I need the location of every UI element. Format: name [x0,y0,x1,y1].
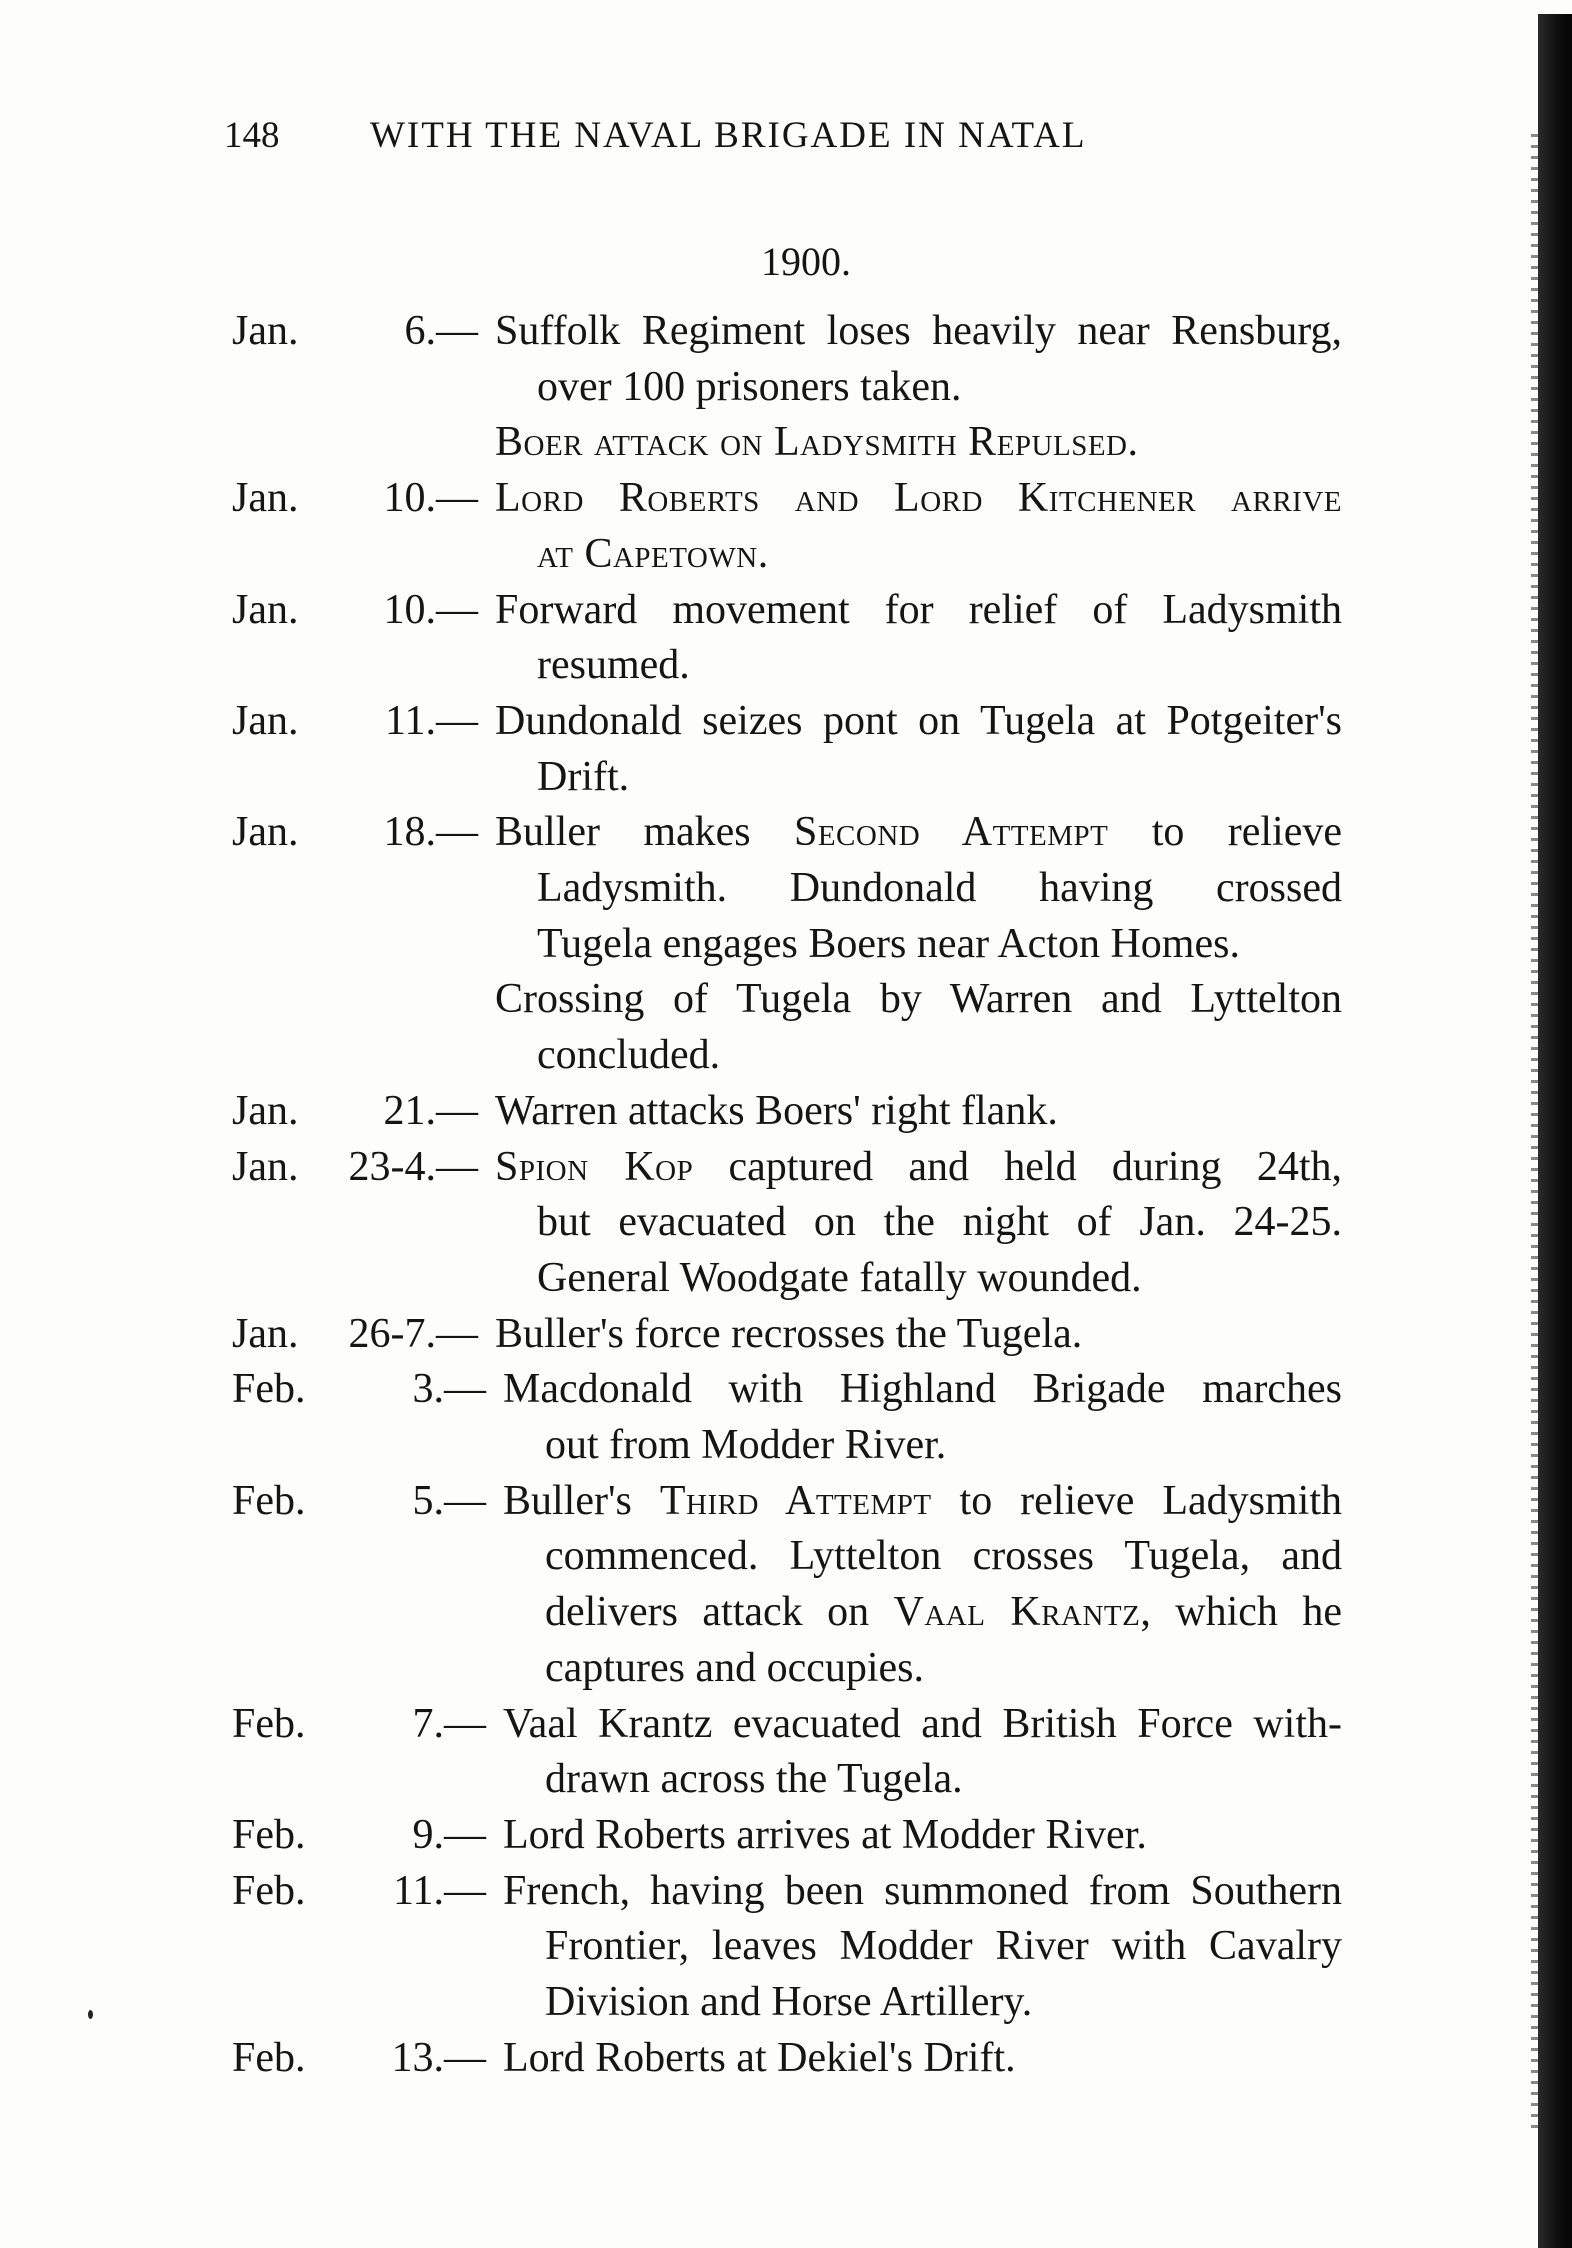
entry-month: Jan. [232,586,299,633]
entry-month: Jan. [232,809,299,856]
entry-month: Jan. [232,475,299,522]
entry-feb-11 [232,1864,1342,2031]
entry-line: drawn across the Tugela. [545,1756,963,1803]
entry-line: Lord Roberts at Dekiel's Drift. [503,2034,1016,2081]
entry-line: General Woodgate fatally wounded. [537,1254,1142,1301]
entry-feb-7 [232,1697,1342,1808]
entry-day: 13.— [391,2034,486,2081]
entry-line [495,1140,1342,1196]
running-title: WITH THE NAVAL BRIGADE IN NATAL [370,115,1087,156]
entry-line: Division and Horse Artillery. [545,1979,1033,2026]
entry-text: , which he [1140,1589,1342,1636]
entry-feb-9 [232,1808,1342,1864]
page-number: 148 [224,115,280,156]
entry-line: Boer attack on Ladysmith Repulsed. [495,419,1139,466]
entry-day: 6.— [404,308,478,354]
entry-line: Vaal Krantz evacuated and British Force with- [503,1700,1342,1747]
entry-feb-3 [232,1362,1342,1473]
entry-line: commenced. Lyttelton crosses Tugela, and [545,1533,1342,1580]
chronology-list [232,304,1342,2087]
entry-line: Warren attacks Boers' right flank. [495,1087,1058,1134]
entry-line: over 100 prisoners taken. [537,363,962,410]
entry-month: Jan. [232,1310,299,1357]
entry-line: Buller's force recrosses the Tugela. [495,1310,1083,1357]
entry-month: Jan. [232,697,299,744]
entry-line: Macdonald with Highland Brigade marches [503,1366,1342,1413]
entry-day: 23-4.— [348,1143,478,1190]
entry-jan-10-forward [232,583,1342,694]
entry-day: 9.— [412,1811,486,1858]
entry-line [495,805,1342,861]
entry-jan-6 [232,304,1342,471]
page-binding-edge [1538,14,1572,2248]
entry-jan-23-4 [232,1140,1342,1307]
entry-text: captured and held during 24th, [693,1143,1342,1190]
entry-line: Lord Roberts arrives at Modder River. [503,1811,1147,1858]
entry-jan-21 [232,1084,1342,1140]
entry-day: 18.— [383,809,478,856]
entry-line: Ladysmith. Dundonald having crossed [537,865,1342,912]
entry-month: Jan. [232,1143,299,1190]
entry-line: Frontier, leaves Modder River with Cavalry [545,1923,1342,1970]
entry-emphasis: Spion Kop [495,1143,694,1190]
entry-day: 10.— [383,475,478,522]
entry-month: Feb. [232,1477,306,1524]
entry-line: French, having been summoned from Southern [503,1867,1342,1914]
entry-line: Drift. [537,753,630,800]
entry-day: 3.— [412,1366,486,1413]
page-header [224,114,1224,158]
entry-line: but evacuated on the night of Jan. 24-25. [537,1199,1342,1246]
entry-day: 5.— [412,1477,486,1524]
entry-line: out from Modder River. [545,1422,947,1469]
entry-month: Feb. [232,2034,306,2081]
entry-month: Jan. [232,308,299,354]
entry-text: Buller makes [495,809,794,856]
entry-line: concluded. [537,1032,721,1079]
entry-feb-13 [232,2031,1342,2087]
year-heading: 1900. [761,239,851,284]
entry-line: Tugela engages Boers near Acton Homes. [537,920,1240,967]
entry-line: Forward movement for relief of Ladysmith [495,586,1342,633]
entry-text: delivers attack on [545,1589,894,1636]
entry-line: Crossing of Tugela by Warren and Lyttelton [495,976,1342,1023]
entry-line: resumed. [537,642,690,689]
entry-jan-18 [232,805,1342,1084]
entry-month: Jan. [232,1087,299,1134]
entry-day: 10.— [383,586,478,633]
entry-month: Feb. [232,1811,306,1858]
entry-line: Suffolk Regiment loses heavily near Rensburg, [495,308,1342,354]
entry-line: at Capetown. [537,530,769,577]
entry-day: 11.— [385,697,478,744]
entry-jan-10-roberts [232,471,1342,582]
entry-jan-11 [232,694,1342,805]
entry-day: 7.— [412,1700,486,1747]
entry-emphasis: Second Attempt [793,809,1109,856]
entry-feb-5 [232,1474,1342,1697]
entry-line [503,1474,1342,1530]
entry-month: Feb. [232,1867,306,1914]
entry-day: 11.— [393,1867,486,1914]
entry-line: Lord Roberts and Lord Kitchener arrive [495,475,1342,522]
entry-emphasis: Vaal Krantz [893,1589,1141,1636]
entry-text: to relieve [1108,809,1342,856]
entry-text: to relieve Ladysmith [931,1477,1342,1524]
entry-line [503,1585,1342,1641]
entry-day: 21.— [383,1087,478,1134]
entry-month: Feb. [232,1366,306,1413]
entry-line: Dundonald seizes pont on Tugela at Potgeiter's [495,697,1342,744]
entry-jan-26-7 [232,1307,1342,1363]
entry-month: Feb. [232,1700,306,1747]
entry-emphasis: Third Attempt [659,1477,932,1524]
entry-line: captures and occupies. [545,1644,925,1691]
ink-speck [88,2010,93,2019]
entry-day: 26-7.— [348,1310,478,1357]
entry-text: Buller's [503,1477,660,1524]
